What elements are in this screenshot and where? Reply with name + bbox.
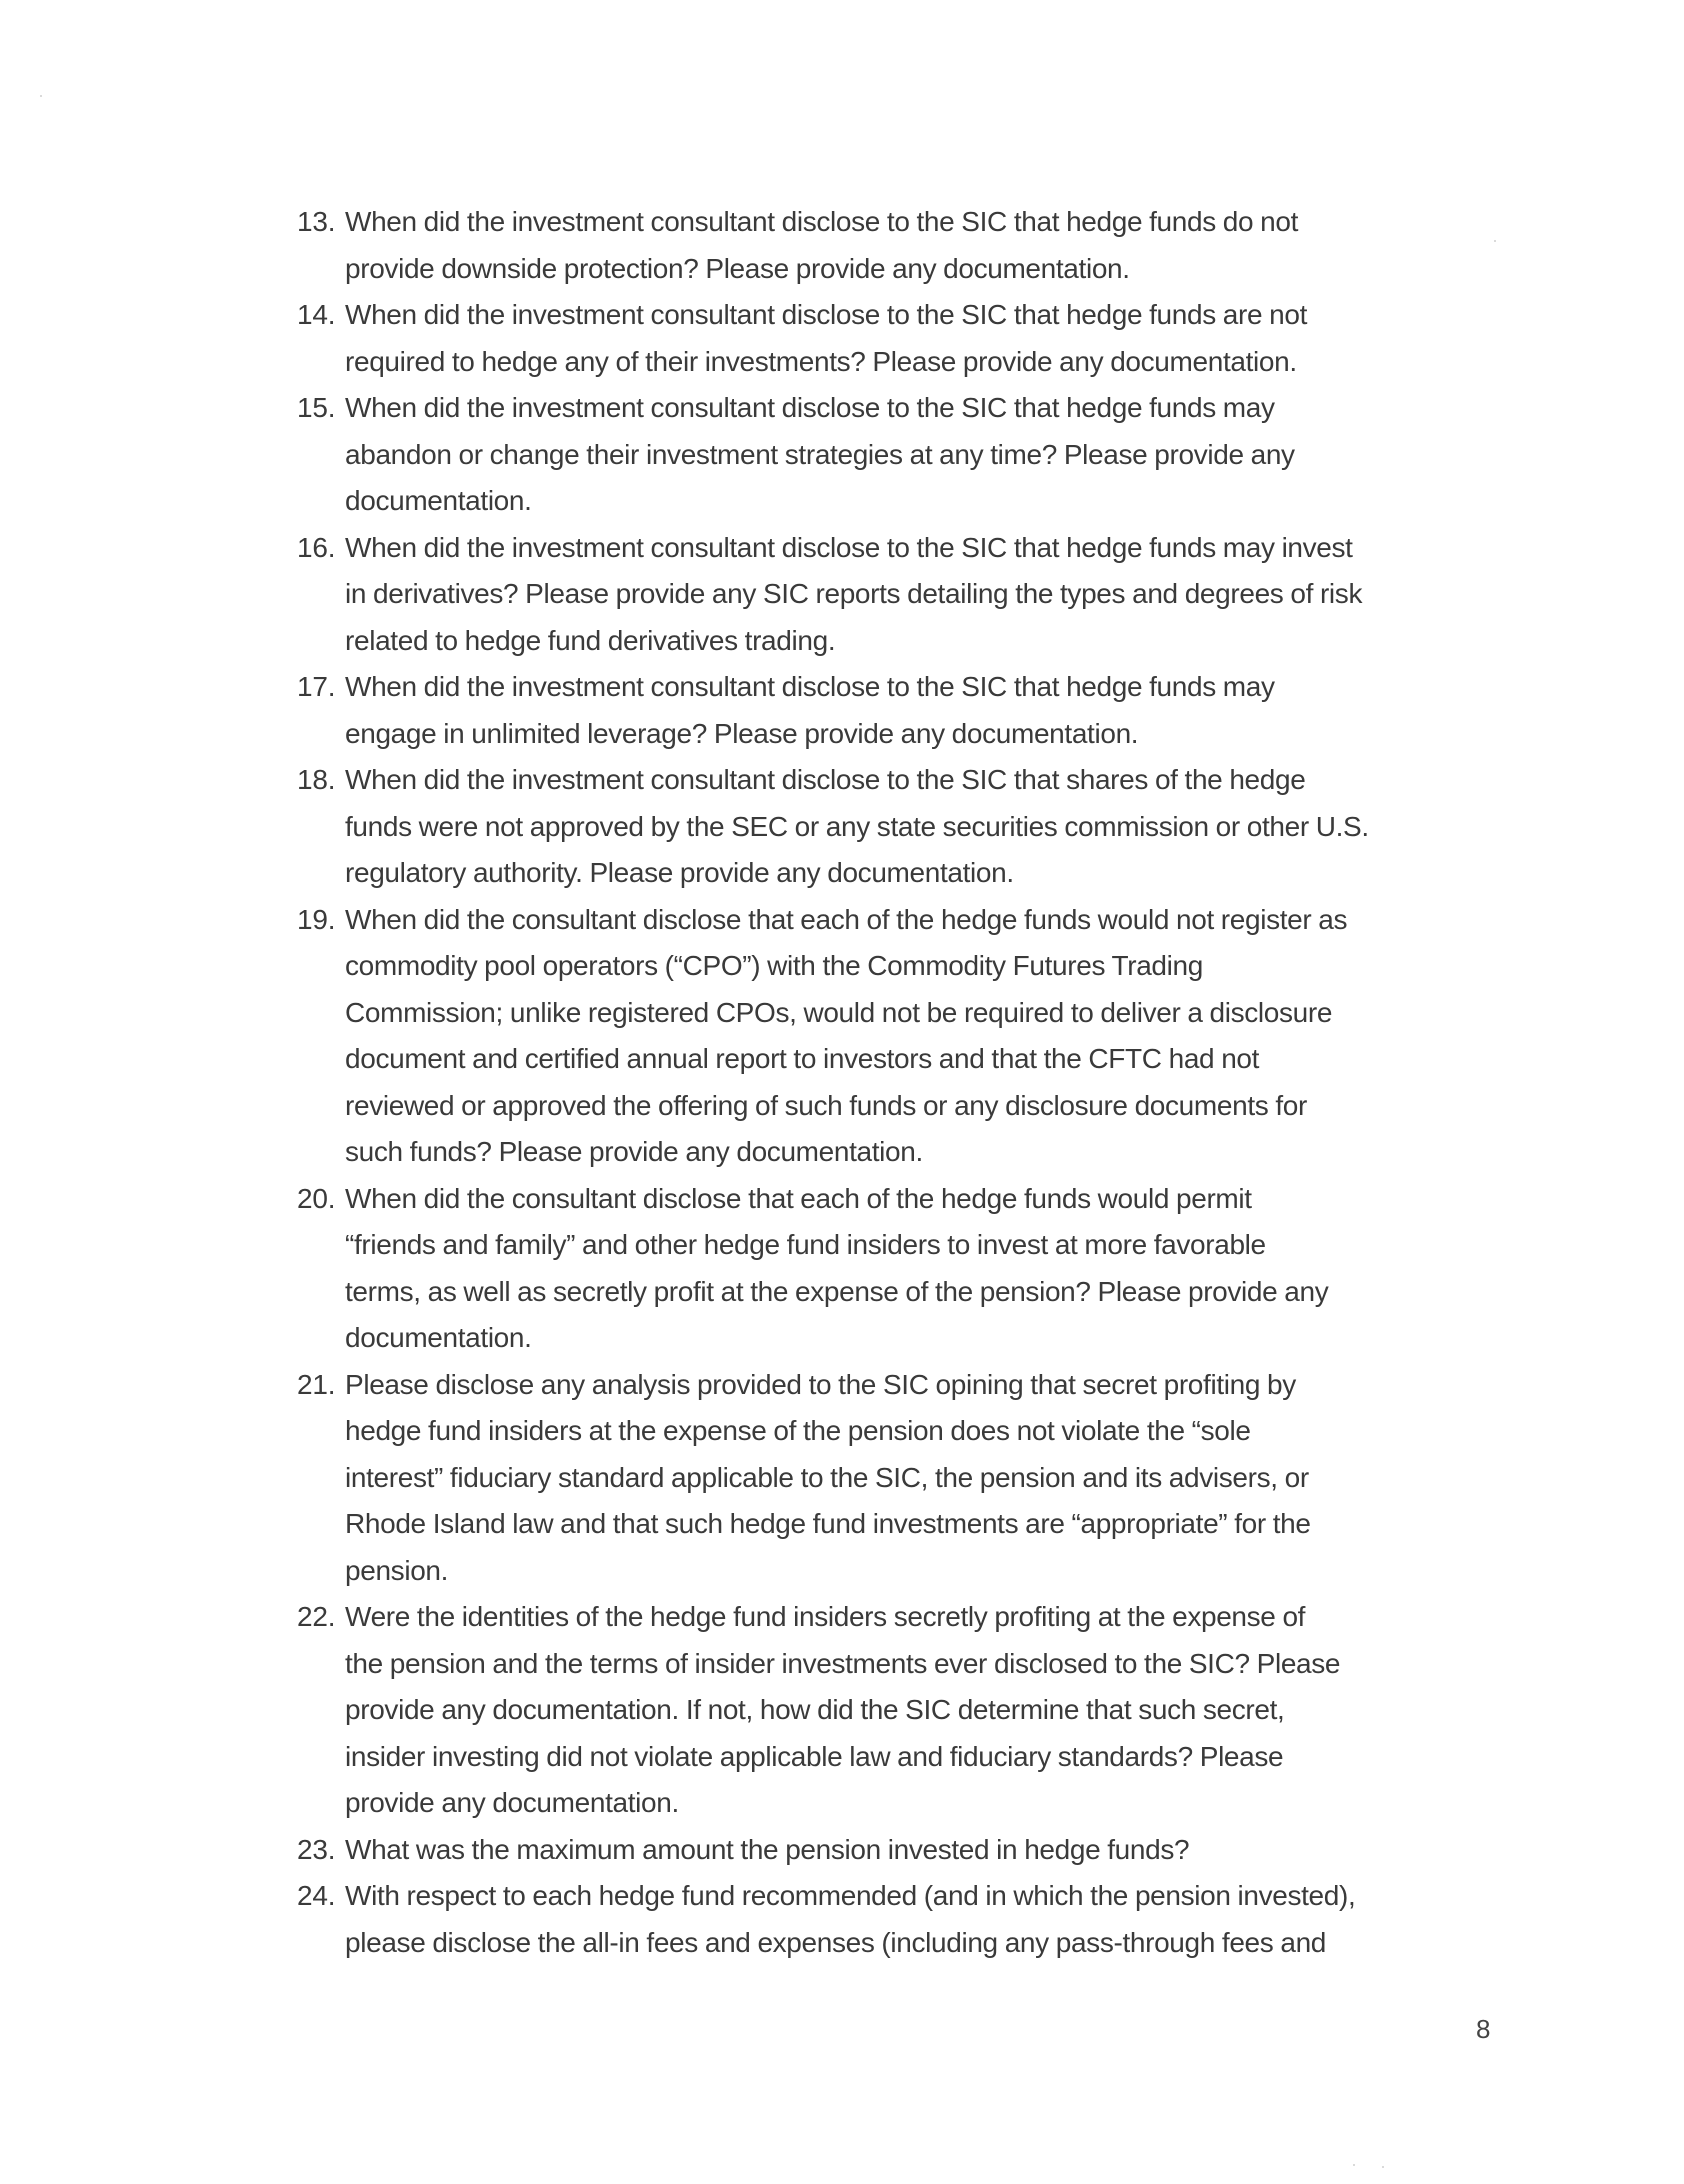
- question-text-line: interest” fiduciary standard applicable to the SIC, the pension and its advisers, or: [345, 1461, 1309, 1493]
- question-text-line: Rhode Island law and that such hedge fund investments are “appropriate” for the: [345, 1508, 1311, 1539]
- question-text-line: pension.: [345, 1554, 449, 1586]
- question-list: [297, 199, 1517, 1966]
- question-text-line: provide any documentation.: [345, 1787, 679, 1818]
- question-text-line: document and certified annual report to investors and that the CFTC had not: [345, 1043, 1260, 1074]
- question-number: 14.: [297, 299, 336, 330]
- question-text-line: terms, as well as secretly profit at the expense of the pension? Please provide any: [345, 1275, 1329, 1307]
- question-text-line: commodity pool operators (“CPO”) with the Commodity Futures Trading: [345, 950, 1203, 981]
- question-item: [297, 1827, 1517, 1874]
- scan-speck: [40, 95, 42, 97]
- question-text-line: When did the investment consultant disclose to the SIC that hedge funds may invest: [345, 531, 1353, 563]
- question-number: 19.: [297, 903, 336, 935]
- question-item: [297, 525, 1517, 665]
- question-text-line: What was the maximum amount the pension invested in hedge funds?: [345, 1833, 1190, 1865]
- question-text-line: When did the investment consultant disclose to the SIC that shares of the hedge: [345, 764, 1306, 795]
- question-text-line: such funds? Please provide any documentation.: [345, 1136, 923, 1167]
- question-text-line: Were the identities of the hedge fund insiders secretly profiting at the expense of: [345, 1601, 1306, 1632]
- question-text-line: When did the investment consultant disclose to the SIC that hedge funds do not: [345, 206, 1299, 237]
- question-item: [297, 664, 1517, 757]
- question-text-line: When did the consultant disclose that each of the hedge funds would not register as: [345, 903, 1348, 935]
- page-number: 8: [1476, 2014, 1491, 2044]
- question-number: 15.: [297, 392, 336, 423]
- question-number: 24.: [297, 1880, 336, 1911]
- question-text-line: “friends and family” and other hedge fund insiders to invest at more favorable: [345, 1229, 1266, 1260]
- question-text-line: please disclose the all-in fees and expenses (including any pass-through fees and: [345, 1926, 1327, 1958]
- question-text-line: When did the investment consultant disclose to the SIC that hedge funds are not: [345, 299, 1308, 330]
- question-text-line: reviewed or approved the offering of such funds or any disclosure documents for: [345, 1089, 1307, 1121]
- question-text-line: When did the investment consultant disclose to the SIC that hedge funds may: [345, 671, 1275, 702]
- question-number: 18.: [297, 764, 336, 795]
- question-text-line: related to hedge fund derivatives trading.: [345, 624, 836, 656]
- question-text-line: Please disclose any analysis provided to the SIC opining that secret profiting by: [345, 1368, 1296, 1400]
- question-text-line: documentation.: [345, 1322, 532, 1353]
- question-item: [297, 757, 1517, 897]
- question-text-line: the pension and the terms of insider investments ever disclosed to the SIC? Please: [345, 1647, 1341, 1679]
- question-item: [297, 1873, 1517, 1966]
- scan-speck: [1382, 2166, 1384, 2168]
- question-text-line: abandon or change their investment strategies at any time? Please provide any: [345, 438, 1295, 470]
- question-item: [297, 1594, 1517, 1827]
- question-number: 23.: [297, 1833, 336, 1865]
- scan-speck: [1494, 240, 1496, 242]
- question-text-line: provide any documentation. If not, how did the SIC determine that such secret,: [345, 1694, 1285, 1725]
- question-text-line: required to hedge any of their investments? Please provide any documentation.: [345, 345, 1297, 377]
- question-item: [297, 385, 1517, 525]
- question-item: [297, 897, 1517, 1176]
- question-text-line: With respect to each hedge fund recommended (and in which the pension invested),: [345, 1880, 1356, 1911]
- question-text-line: provide downside protection? Please provide any documentation.: [345, 252, 1130, 284]
- question-number: 17.: [297, 671, 336, 702]
- question-number: 16.: [297, 531, 336, 563]
- question-number: 13.: [297, 206, 336, 237]
- question-number: 20.: [297, 1182, 336, 1214]
- question-text-line: hedge fund insiders at the expense of the pension does not violate the “sole: [345, 1415, 1251, 1446]
- question-text-line: insider investing did not violate applicable law and fiduciary standards? Please: [345, 1740, 1284, 1772]
- question-text-line: funds were not approved by the SEC or any state securities commission or other U.S.: [345, 810, 1369, 842]
- question-text-line: regulatory authority. Please provide any documentation.: [345, 857, 1014, 888]
- question-item: [297, 292, 1517, 385]
- question-text-line: engage in unlimited leverage? Please provide any documentation.: [345, 717, 1139, 749]
- question-item: [297, 199, 1517, 292]
- scan-speck: [1353, 2164, 1355, 2166]
- question-text-line: Commission; unlike registered CPOs, would not be required to deliver a disclosure: [345, 996, 1333, 1028]
- question-text-line: documentation.: [345, 485, 532, 516]
- question-text-line: When did the investment consultant disclose to the SIC that hedge funds may: [345, 392, 1275, 423]
- question-number: 21.: [297, 1368, 336, 1400]
- question-number: 22.: [297, 1601, 336, 1632]
- question-item: [297, 1362, 1517, 1595]
- question-text-line: When did the consultant disclose that each of the hedge funds would permit: [345, 1182, 1252, 1214]
- question-text-line: in derivatives? Please provide any SIC reports detailing the types and degrees of risk: [345, 578, 1363, 609]
- question-item: [297, 1176, 1517, 1362]
